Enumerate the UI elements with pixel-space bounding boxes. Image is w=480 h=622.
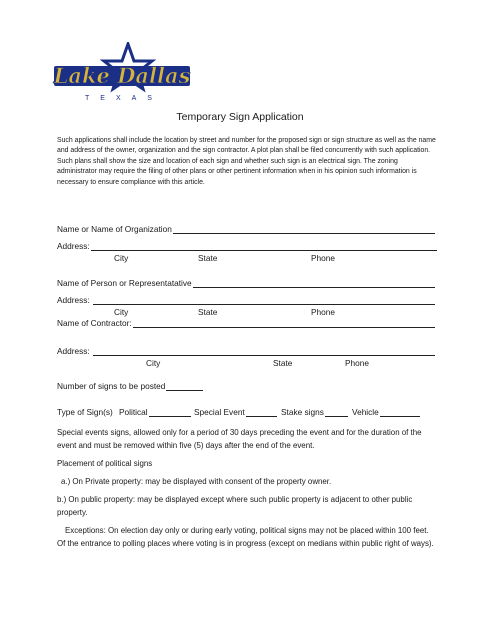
num-signs-line[interactable] (166, 381, 203, 391)
exceptions-paragraph: Exceptions: On election day only or during early voting, political signs may not be placed within 100 feet. Of the entrance to polling places where voting is in progress (except on medians within public right of ways). (57, 526, 434, 548)
special-events-paragraph: Special events signs, allowed only for a period of 30 days preceding the event and for the duration of the event and must be removed within five (5) days after the end of the event. (57, 428, 422, 450)
political-line[interactable] (149, 407, 191, 417)
intro-paragraph: Such applications shall include the location by street and number for the proposed sign or sign structure as well as the name and address of the owner, organization and the sign contractor. A plot plan shall be filed concurrently with such application. Such plans shall show the size and location of each sign and whether such sign is an electrical sign. The zoning administrator may require the filing of other plans or other pertinent information when in his opinion such information is necessary to ensure compliance with this article. (57, 137, 436, 186)
vehicle-field[interactable] (352, 407, 420, 417)
contractor-label: Name of Contractor: (57, 318, 132, 328)
address-label-3: Address: (57, 346, 93, 356)
org-name-label: Name or Name of Organization (57, 224, 172, 234)
org-name-field[interactable] (57, 224, 435, 234)
vehicle-line[interactable] (380, 407, 420, 417)
sign-type-label: Type of Sign(s) (57, 407, 113, 417)
state-label-3: State (273, 358, 293, 368)
phone-label-3: Phone (345, 358, 369, 368)
city-label-1: City (114, 253, 129, 263)
representative-line[interactable] (193, 278, 435, 288)
address-field-3[interactable] (57, 346, 435, 356)
city-label-2: City (114, 307, 129, 317)
placement-heading: Placement of political signs (57, 459, 153, 468)
stake-signs-field[interactable] (281, 407, 348, 417)
special-event-label: Special Event (194, 407, 245, 417)
logo-subtext: TEXAS (85, 95, 163, 102)
placement-public: b.) On public property: may be displayed except where such public property is adjacent to other public property. (57, 495, 413, 517)
address-label-2: Address: (57, 295, 93, 305)
address-line-3[interactable] (93, 346, 435, 356)
address-line-2[interactable] (93, 295, 435, 305)
contractor-field[interactable] (57, 318, 435, 328)
org-name-line[interactable] (173, 224, 435, 234)
stake-signs-label: Stake signs (281, 407, 324, 417)
address-line-1[interactable] (91, 241, 437, 251)
vehicle-label: Vehicle (352, 407, 379, 417)
special-event-field[interactable] (194, 407, 277, 417)
num-signs-label: Number of signs to be posted (57, 381, 166, 391)
address-label-1: Address: (57, 241, 90, 251)
representative-label: Name of Person or Representatative (57, 278, 192, 288)
state-label-2: State (198, 307, 218, 317)
num-signs-field[interactable] (57, 381, 203, 391)
stake-signs-line[interactable] (325, 407, 348, 417)
logo-text: Lake Dallas (53, 63, 191, 88)
page-title: Temporary Sign Application (176, 111, 304, 123)
political-label: Political (119, 407, 148, 417)
representative-field[interactable] (57, 278, 435, 288)
address-field-2[interactable] (57, 295, 435, 305)
logo-graphic (52, 42, 192, 108)
phone-label-2: Phone (311, 307, 335, 317)
lake-dallas-logo (52, 42, 192, 108)
address-field-1[interactable] (57, 241, 437, 251)
contractor-line[interactable] (133, 318, 435, 328)
phone-label-1: Phone (311, 253, 335, 263)
political-field[interactable] (119, 407, 191, 417)
placement-private: a.) On Private property: may be displayed with consent of the property owner. (61, 477, 332, 486)
city-label-3: City (146, 358, 161, 368)
state-label-1: State (198, 253, 218, 263)
special-event-line[interactable] (246, 407, 277, 417)
